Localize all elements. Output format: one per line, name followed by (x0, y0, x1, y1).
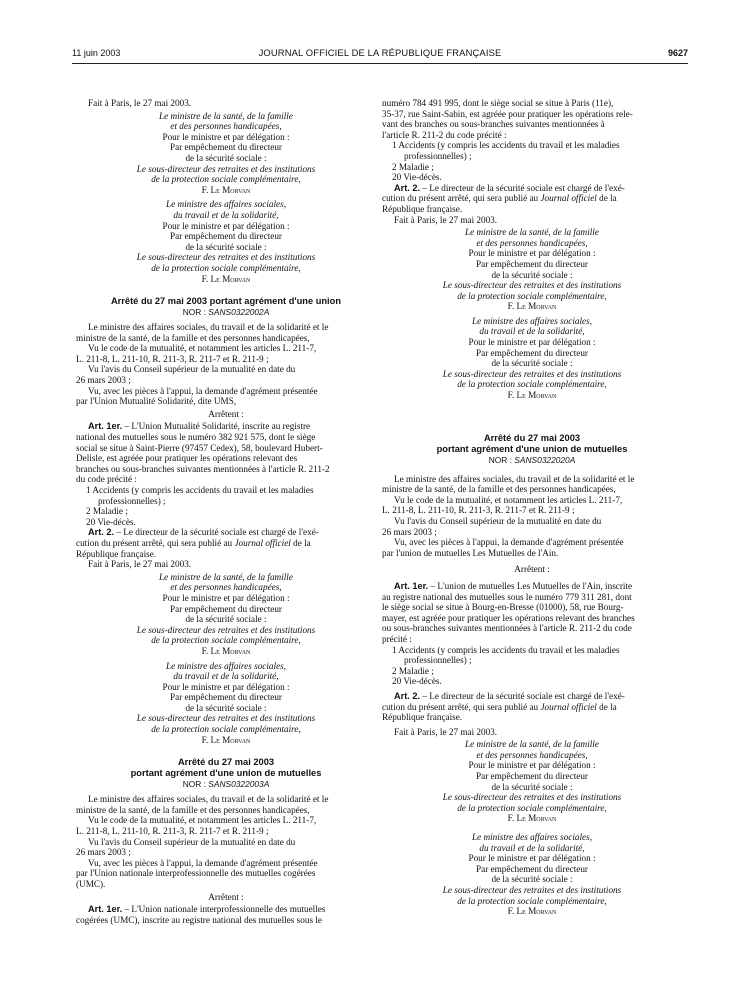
branch-item: 2 Maladie ; (86, 506, 128, 517)
preamble-line: ministre de la santé, de la famille et des personnes handicapées, (76, 332, 310, 343)
article-text: national des mutuelles sous le numéro 382 921 575, dont le siège (76, 432, 316, 443)
nor-label: NOR : (182, 307, 209, 318)
vu-line: L. 211-8, L. 211-10, R. 211-3, R. 211-7 et R. 211-9 ; (76, 826, 269, 837)
arretent: Arrêtent : (514, 564, 550, 575)
signatory-sante (382, 739, 682, 824)
sig-line: Pour le ministre et par délégation : (162, 681, 290, 692)
sig-line: Par empêchement du directeur (170, 692, 282, 703)
branch-item: 20 Vie-décès. (86, 516, 136, 527)
sig-line: du travail et de la solidarité, (173, 209, 279, 220)
article-text: de la (293, 537, 311, 548)
signatory-sante (76, 111, 376, 196)
nor-reference (76, 779, 376, 790)
sig-line: Le ministre des affaires sociales, (165, 660, 287, 671)
signatory-name: F. Le Morvan (201, 273, 251, 284)
preamble-line: Le ministre des affaires sociales, du travail et de la solidarité et le (88, 794, 329, 805)
vu-line: L. 211-8, L. 211-10, R. 211-3, R. 211-7 et R. 211-9 ; (382, 505, 575, 516)
sig-line: Par empêchement du directeur (170, 142, 282, 153)
vu-line: Vu l'avis du Conseil supérieur de la mutualité en date du (88, 364, 296, 375)
vu-line: par l'Union nationale interprofessionnelle des mutuelles cogérées (76, 868, 316, 879)
article-text: Delisle, est agréée pour pratiquer les opérations relevant des (76, 453, 298, 464)
vu-line: Vu l'avis du Conseil supérieur de la mutualité en date du (88, 836, 296, 847)
article-text: – Le directeur de la sécurité sociale est chargé de l'exé- (422, 182, 625, 193)
vu-line: Vu le code de la mutualité, et notamment les articles L. 211-7, (88, 343, 317, 354)
preamble-line: Le ministre des affaires sociales, du travail et de la solidarité et le (88, 322, 329, 333)
decree-title: Arrêté du 27 mai 2003 portant agrément d'une union (110, 296, 342, 307)
sig-line: Pour le ministre et par délégation : (468, 760, 596, 771)
signatory-name: F. Le Morvan (507, 390, 557, 401)
branch-text: 1 Accidents (y compris les accidents du travail et les maladies (392, 140, 620, 151)
signatory-sante (382, 227, 682, 312)
branch-text: 1 Accidents (y compris les accidents du travail et les maladies (86, 485, 314, 495)
branch-item: 20 Vie-décès. (392, 676, 442, 687)
sig-line: de la protection sociale complémentaire, (457, 379, 607, 390)
branch-text: professionnelles) ; (98, 495, 166, 506)
decree-title: portant agrément d'une union de mutuelles (436, 443, 628, 454)
sig-line: de la sécurité sociale : (491, 874, 573, 885)
sig-line: Le sous-directeur des retraites et des institutions (136, 163, 316, 174)
sig-line: Le sous-directeur des retraites et des institutions (136, 252, 316, 263)
sig-line: Le ministre de la santé, de la famille (465, 227, 599, 238)
nor-label: NOR : (182, 779, 209, 790)
article-text: cution du présent arrêté, qui sera publié au (382, 701, 539, 712)
article-1 (76, 904, 376, 915)
sig-line: de la sécurité sociale : (185, 152, 267, 163)
signatory-affaires (382, 832, 682, 917)
fait-date: Fait à Paris, le 27 mai 2003. (88, 559, 192, 570)
article-text: 35-37, rue Saint-Sabin, est agréée pour pratiquer les opérations rele- (382, 108, 633, 119)
sig-line: Pour le ministre et par délégation : (162, 592, 290, 603)
signatory-affaires (76, 199, 376, 284)
sig-line: de la sécurité sociale : (185, 614, 267, 625)
sig-line: du travail et de la solidarité, (479, 326, 585, 337)
journal-title: JOURNAL OFFICIEL DE LA RÉPUBLIQUE FRANÇAISE (258, 47, 502, 58)
journal-ref: Journal officiel (540, 701, 597, 712)
signature-block-prev (76, 98, 376, 284)
article-text (76, 538, 376, 549)
article-1 (382, 581, 682, 592)
signatory-affaires (76, 661, 376, 746)
sig-line: de la sécurité sociale : (491, 358, 573, 369)
vu-line: Vu, avec les pièces à l'appui, la demande d'agrément présentée (88, 857, 318, 868)
article-text: – Le directeur de la sécurité sociale est chargé de l'exé- (422, 690, 625, 701)
sig-line: et des personnes handicapées, (476, 749, 588, 760)
sig-line: de la sécurité sociale : (185, 702, 267, 713)
article-text: ou sous-branches suivantes mentionnées à l'article R. 211-2 du code (382, 623, 632, 634)
vu-line: par l'union de mutuelles Les Mutuelles de l'Ain. (382, 547, 559, 558)
sig-line: Par empêchement du directeur (476, 347, 588, 358)
right-column (382, 98, 682, 917)
vu-line: Vu, avec les pièces à l'appui, la demande d'agrément présentée (394, 537, 624, 548)
sig-line: Le sous-directeur des retraites et des institutions (442, 368, 622, 379)
branch-item (382, 645, 682, 666)
page-header (72, 48, 688, 62)
sig-line: de la sécurité sociale : (185, 241, 267, 252)
decree-umc-continued (382, 98, 682, 401)
article-text: social se situe à Saint-Pierre (97457 Cedex), 58, boulevard Hubert- (76, 442, 323, 453)
article-text: – L'Union Mutualité Solidarité, inscrite au registre (124, 421, 311, 432)
sig-line: Pour le ministre et par délégation : (468, 248, 596, 259)
signatory-name: F. Le Morvan (201, 184, 251, 195)
article-text: République française. (382, 203, 463, 214)
signatory-affaires (382, 316, 682, 401)
decree-title: Arrêté du 27 mai 2003 (177, 757, 275, 768)
journal-ref: Journal officiel (540, 193, 597, 204)
sig-line: et des personnes handicapées, (170, 121, 282, 132)
article-text: le siège social se situe à Bourg-en-Bresse (01000), 58, rue Bourg- (382, 602, 624, 613)
decree-ums (76, 296, 376, 745)
article-1 (76, 421, 376, 432)
preamble-line: Le ministre des affaires sociales, du travail et de la solidarité et le (394, 473, 635, 484)
journal-ref: Journal officiel (234, 537, 291, 548)
fait-date: Fait à Paris, le 27 mai 2003. (394, 726, 498, 737)
article-text: numéro 784 491 995, dont le siège social se situe à Paris (11e), (382, 98, 614, 108)
signatory-name: F. Le Morvan (507, 301, 557, 312)
sig-line: de la protection sociale complémentaire, (151, 635, 301, 646)
article-text (382, 193, 682, 204)
vu-line: Vu l'avis du Conseil supérieur de la mutualité en date du (394, 516, 602, 526)
left-column (76, 98, 376, 925)
branch-item (76, 485, 376, 506)
article-label: Art. 1er. (88, 904, 123, 915)
article-text: République française. (76, 548, 157, 559)
branch-text: 1 Accidents (y compris les accidents du travail et les maladies (392, 644, 620, 655)
article-label: Art. 1er. (394, 580, 429, 591)
sig-line: Par empêchement du directeur (476, 258, 588, 269)
branch-item: 2 Maladie ; (392, 665, 434, 676)
sig-line: Pour le ministre et par délégation : (162, 131, 290, 142)
nor-reference (382, 455, 682, 466)
decree-title: Arrêté du 27 mai 2003 (483, 432, 581, 443)
vu-line: Vu le code de la mutualité, et notamment les articles L. 211-7, (88, 815, 317, 826)
signatory-name: F. Le Morvan (201, 734, 251, 745)
sig-line: de la protection sociale complémentaire, (151, 724, 301, 735)
sig-line: Par empêchement du directeur (476, 771, 588, 782)
preamble-line: ministre de la santé, de la famille et des personnes handicapées, (76, 804, 310, 815)
vu-line: (UMC). (76, 879, 106, 889)
sig-line: de la protection sociale complémentaire, (151, 174, 301, 185)
vu-line: par l'Union Mutualité Solidarité, dite UMS, (76, 396, 237, 407)
sig-line: du travail et de la solidarité, (479, 842, 585, 853)
sig-line: Le ministre des affaires sociales, (471, 315, 593, 326)
article-2 (382, 691, 682, 702)
article-text: – Le directeur de la sécurité sociale est chargé de l'exé- (116, 527, 319, 538)
sig-line: Pour le ministre et par délégation : (162, 220, 290, 231)
article-label: Art. 2. (394, 182, 421, 193)
article-2 (382, 183, 682, 194)
article-text (382, 702, 682, 713)
sig-line: et des personnes handicapées, (170, 582, 282, 593)
nor-code: SANS0322002A (208, 307, 270, 318)
arretent: Arrêtent : (208, 408, 244, 419)
branch-item: 20 Vie-décès. (392, 172, 442, 183)
article-text: du code précité : (76, 474, 137, 485)
article-label: Art. 1er. (88, 421, 123, 432)
branch-item: 2 Maladie ; (392, 161, 434, 172)
sig-line: Le sous-directeur des retraites et des institutions (136, 713, 316, 724)
sig-line: Le ministre de la santé, de la famille (159, 110, 293, 121)
header-date: 11 juin 2003 (72, 48, 121, 58)
sig-line: de la protection sociale complémentaire, (457, 895, 607, 906)
article-label: Art. 2. (88, 527, 115, 538)
sig-line: du travail et de la solidarité, (173, 671, 279, 682)
vu-line: Vu, avec les pièces à l'appui, la demande d'agrément présentée (88, 385, 318, 396)
decree-title: portant agrément d'une union de mutuelles (130, 768, 322, 779)
nor-code: SANS0322020A (514, 454, 576, 465)
signatory-name: F. Le Morvan (507, 906, 557, 917)
article-text: – L'Union nationale interprofessionnelle des mutuelles (124, 904, 326, 915)
branch-text: professionnelles) ; (404, 655, 472, 666)
signatory-sante (76, 572, 376, 657)
vu-line: 26 mars 2003 ; (382, 526, 437, 537)
sig-line: de la sécurité sociale : (491, 269, 573, 280)
article-text: branches ou sous-branches suivantes mentionnées à l'article R. 211-2 (76, 463, 330, 474)
branch-item (382, 140, 682, 161)
article-text: – L'union de mutuelles Les Mutuelles de l'Ain, inscrite (430, 580, 633, 591)
sig-line: Pour le ministre et par délégation : (468, 337, 596, 348)
decree-ain (382, 433, 682, 917)
nor-label: NOR : (488, 454, 515, 465)
preamble-line: ministre de la santé, de la famille et des personnes handicapées, (382, 484, 616, 495)
sig-line: Par empêchement du directeur (170, 231, 282, 242)
article-text: précité : (382, 633, 412, 644)
signatory-name: F. Le Morvan (507, 813, 557, 824)
decree-umc (76, 757, 376, 925)
sig-line: et des personnes handicapées, (476, 237, 588, 248)
sig-line: Le sous-directeur des retraites et des institutions (442, 792, 622, 803)
page-number: 9627 (667, 48, 688, 58)
article-text: mayer, est agréée pour pratiquer les opérations relevant des branches (382, 612, 635, 623)
sig-line: de la protection sociale complémentaire, (457, 290, 607, 301)
sig-line: Le ministre des affaires sociales, (471, 832, 593, 843)
article-text: de la (599, 193, 617, 204)
sig-line: Par empêchement du directeur (170, 603, 282, 614)
article-label: Art. 2. (394, 690, 421, 701)
arretent: Arrêtent : (208, 891, 244, 902)
nor-code: SANS0322003A (208, 779, 270, 790)
sig-line: de la protection sociale complémentaire, (457, 802, 607, 813)
article-2 (76, 527, 376, 538)
article-text: République française. (382, 712, 463, 723)
article-text: cution du présent arrêté, qui sera publié au (76, 537, 233, 548)
header-rule (72, 63, 688, 64)
vu-line: 26 mars 2003 ; (76, 847, 131, 858)
sig-line: Par empêchement du directeur (476, 863, 588, 874)
signatory-name: F. Le Morvan (201, 645, 251, 656)
nor-reference (76, 307, 376, 318)
vu-line: 26 mars 2003 ; (76, 375, 131, 386)
vu-line: Vu le code de la mutualité, et notamment les articles L. 211-7, (394, 494, 623, 505)
sig-line: Pour le ministre et par délégation : (468, 853, 596, 864)
sig-line: Le sous-directeur des retraites et des institutions (442, 280, 622, 291)
sig-line: Le ministre de la santé, de la famille (159, 571, 293, 582)
sig-line: Le sous-directeur des retraites et des institutions (442, 885, 622, 895)
branch-text: professionnelles) ; (404, 150, 472, 161)
article-text: cution du présent arrêté, qui sera publié au (382, 193, 539, 204)
sig-line: de la sécurité sociale : (491, 781, 573, 792)
article-text: vant des branches ou sous-branches suivantes mentionnées à (382, 119, 605, 130)
sig-line: Le ministre des affaires sociales, (165, 199, 287, 210)
article-text: de la (599, 701, 617, 712)
vu-line: L. 211-8, L. 211-10, R. 211-3, R. 211-7 et R. 211-9 ; (76, 353, 269, 364)
article-text: cogérées (UMC), inscrite au registre national des mutuelles sous le (76, 914, 322, 925)
sig-line: de la protection sociale complémentaire, (151, 262, 301, 273)
fait-date: Fait à Paris, le 27 mai 2003. (394, 214, 498, 225)
fait-date: Fait à Paris, le 27 mai 2003. (88, 98, 192, 108)
article-text: l'article R. 211-2 du code précité : (382, 129, 507, 140)
article-text: au registre national des mutuelles sous le numéro 779 311 281, dont (382, 591, 632, 602)
sig-line: Le sous-directeur des retraites et des institutions (136, 624, 316, 635)
sig-line: Le ministre de la santé, de la famille (465, 739, 599, 750)
